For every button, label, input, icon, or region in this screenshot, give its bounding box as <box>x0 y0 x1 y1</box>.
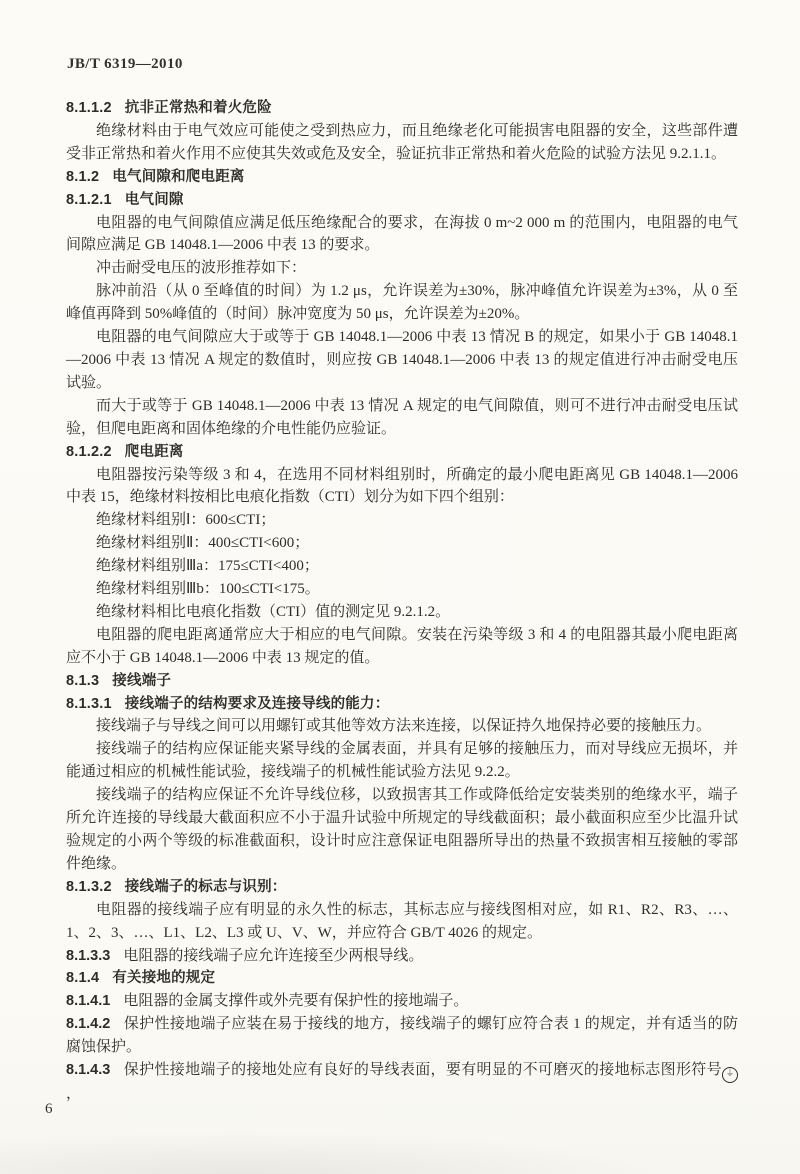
clause-title: 有关接地的规定 <box>112 970 216 987</box>
clause-text: 保护性接地端子的接地处应有良好的导线表面，要有明显的不可磨灭的接地标志图形符号 <box>123 1062 722 1079</box>
heading-8-1-2 <box>66 166 738 189</box>
paragraph: 而大于或等于 GB 14048.1—2006 中表 13 情况 A 规定的电气间隙值，则可不进行冲击耐受电压试验，但爬电距离和固体绝缘的介电性能仍应验证。 <box>66 397 738 437</box>
heading-8-1-1-2 <box>66 97 738 120</box>
clause-8-1-4-1 <box>66 990 738 1013</box>
clause-number: 8.1.2.2 <box>66 443 112 460</box>
paragraph: 绝缘材料相比电痕化指数（CTI）值的测定见 9.2.1.2。 <box>96 603 451 620</box>
document-body <box>66 97 738 1105</box>
clause-title: 接线端子的结构要求及连接导线的能力： <box>124 695 390 712</box>
clause-title: 爬电距离 <box>124 443 184 460</box>
page-number: 6 <box>45 1101 53 1117</box>
clause-number: 8.1.2 <box>66 168 100 185</box>
clause-number: 8.1.4.1 <box>66 993 111 1010</box>
clause-title: 接线端子的标志与识别： <box>124 878 287 895</box>
clause-number: 8.1.3 <box>66 672 100 689</box>
heading-8-1-4 <box>66 967 738 990</box>
paragraph: 绝缘材料由于电气效应可能使之受到热应力，而且绝缘老化可能损害电阻器的安全，这些部件遭受非正常热和着火作用不应使其失效或危及安全，验证抗非正常热和着火危险的试验方法见 9.2.1.1。 <box>66 122 738 162</box>
clause-title: 接线端子 <box>112 672 172 689</box>
clause-text: 保护性接地端子应装在易于接线的地方，接线端子的螺钉应符合表 1 的规定，并有适当的防腐蚀保护。 <box>66 1016 738 1056</box>
paragraph: 接线端子的结构应保证不允许导线位移，以致损害其工作或降低给定安装类别的绝缘水平，端子所允许连接的导线最大截面积应不小于温升试验中所规定的导线截面积；最小截面积应至少比温升试验规定的小两个等级的标准截面积，设计时应注意保证电阻器所导出的热量不致损害相互接触的零部件绝缘。 <box>66 787 738 872</box>
paragraph: 冲击耐受电压的波形推荐如下： <box>96 260 307 277</box>
clause-text: 电阻器的金属支撑件或外壳要有保护性的接地端子。 <box>123 993 469 1010</box>
clause-number: 8.1.4.3 <box>66 1062 111 1079</box>
clause-text-tail: ， <box>66 1085 82 1102</box>
clause-8-1-3-3 <box>66 945 738 968</box>
protective-earth-icon: ⏚ <box>722 1067 738 1083</box>
clause-number: 8.1.3.1 <box>66 695 112 712</box>
clause-8-1-4-3 <box>66 1059 738 1105</box>
clause-number: 8.1.1.2 <box>66 100 112 116</box>
clause-title: 电气间隙 <box>124 191 184 208</box>
paragraph: 接线端子与导线之间可以用螺钉或其他等效方法来连接，以保证持久地保持必要的接触压力。 <box>96 718 712 735</box>
clause-number: 8.1.4.2 <box>66 1016 111 1033</box>
paragraph: 电阻器的电气间隙应大于或等于 GB 14048.1—2006 中表 13 情况 B 的规定，如果小于 GB 14048.1—2006 中表 13 情况 A 规定的数值时，则应按 GB 14048.1—2006 中表 13 的规定值进行冲击耐受电压试验。 <box>66 329 738 391</box>
paragraph: 脉冲前沿（从 0 至峰值的时间）为 1.2 μs，允许误差为±30%，脉冲峰值允许误差为±3%，从 0 至峰值再降到 50%峰值的（时间）脉冲宽度为 50 μs，允许误差为±20%。 <box>66 283 738 323</box>
clause-number: 8.1.3.3 <box>66 947 111 964</box>
clause-8-1-4-2 <box>66 1013 738 1059</box>
heading-8-1-3-1 <box>66 693 738 716</box>
clause-number: 8.1.3.2 <box>66 878 112 895</box>
clause-number: 8.1.4 <box>66 970 100 987</box>
cti-group-line: 绝缘材料组别Ⅱ：400≤CTI<600； <box>96 535 310 552</box>
heading-8-1-2-1 <box>66 189 738 212</box>
doc-number: JB/T 6319—2010 <box>67 56 183 72</box>
paragraph: 电阻器的爬电距离通常应大于相应的电气间隙。安装在污染等级 3 和 4 的电阻器其最小爬电距离应不小于 GB 14048.1—2006 中表 13 规定的值。 <box>66 626 738 666</box>
paragraph: 电阻器的接线端子应有明显的永久性的标志，其标志应与接线图相对应，如 R1、R2、R3、…、1、2、3、…、L1、L2、L3 或 U、V、W，并应符合 GB/T 4026 的规定。 <box>66 901 738 941</box>
cti-group-line: 绝缘材料组别Ⅲa：175≤CTI<400； <box>96 558 319 575</box>
cti-group-line: 绝缘材料组别Ⅲb：100≤CTI<175。 <box>96 581 320 598</box>
paragraph: 电阻器按污染等级 3 和 4，在选用不同材料组别时，所确定的最小爬电距离见 GB 14048.1—2006 中表 15，绝缘材料按相比电痕化指数（CTI）划分为如下四个组别： <box>66 466 738 506</box>
cti-group-line: 绝缘材料组别Ⅰ：600≤CTI； <box>96 512 276 529</box>
heading-8-1-3 <box>66 670 738 693</box>
heading-8-1-2-2 <box>66 441 738 464</box>
clause-title: 抗非正常热和着火危险 <box>124 100 272 116</box>
paragraph: 电阻器的电气间隙值应满足低压绝缘配合的要求，在海拔 0 m~2 000 m 的范围内，电阻器的电气间隙应满足 GB 14048.1—2006 中表 13 的要求。 <box>66 214 738 254</box>
clause-text: 电阻器的接线端子应允许连接至少两根导线。 <box>123 947 424 964</box>
paragraph: 接线端子的结构应保证能夹紧导线的金属表面，并具有足够的接触压力，而对导线应无损坏，并能通过相应的机械性能试验，接线端子的机械性能试验方法见 9.2.2。 <box>66 741 738 781</box>
heading-8-1-3-2 <box>66 876 738 899</box>
clause-title: 电气间隙和爬电距离 <box>112 168 245 185</box>
clause-number: 8.1.2.1 <box>66 191 112 208</box>
